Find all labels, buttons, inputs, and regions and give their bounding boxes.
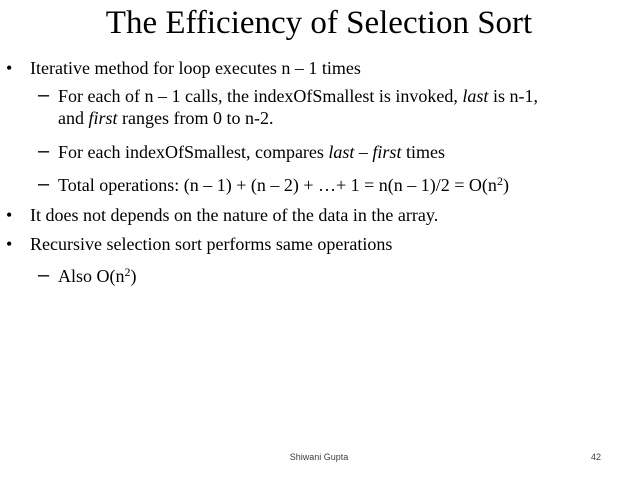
superscript: 2 [124,265,131,279]
text-segment: Total operations: (n – 1) + (n – 2) + …+ 1 = n(n – 1)/2 = O(n [58,175,497,195]
text-segment: For each indexOfSmallest, compares [58,142,329,162]
slide-title: The Efficiency of Selection Sort [105,5,533,41]
bullet-text: It does not depends on the nature of the data in the array. [30,205,439,225]
dash-marker: – [38,173,50,195]
italic-term: last [462,86,489,106]
dash-marker: – [38,140,50,162]
sub-bullet-text [58,107,273,129]
text-segment: times [401,142,445,162]
text-segment: ) [130,266,137,286]
bullet-text: Recursive selection sort performs same operations [30,234,393,254]
text-segment: For each of n – 1 calls, the indexOfSmallest is invoked, [58,86,463,106]
text-segment: Also O(n [58,266,125,286]
sub-bullet-text [58,141,445,163]
sub-bullet-text [58,174,509,196]
text-segment: is n-1, [488,86,538,106]
sub-bullet-text [58,265,137,287]
bullet-marker: • [6,58,13,78]
italic-term: last – first [328,142,402,162]
page-number: 42 [591,452,602,462]
dash-marker: – [38,264,50,286]
superscript: 2 [496,174,503,188]
bullet-marker: • [6,205,13,225]
italic-term: first [88,108,118,128]
dash-marker: – [38,84,50,106]
text-segment: ) [502,175,509,195]
sub-bullet-text [58,85,538,107]
bullet-marker: • [6,234,13,254]
text-segment: ranges from 0 to n-2. [117,108,274,128]
footer-author: Shiwani Gupta [289,452,349,462]
bullet-text: Iterative method for loop executes n – 1 times [30,58,361,78]
text-segment: and [58,108,89,128]
